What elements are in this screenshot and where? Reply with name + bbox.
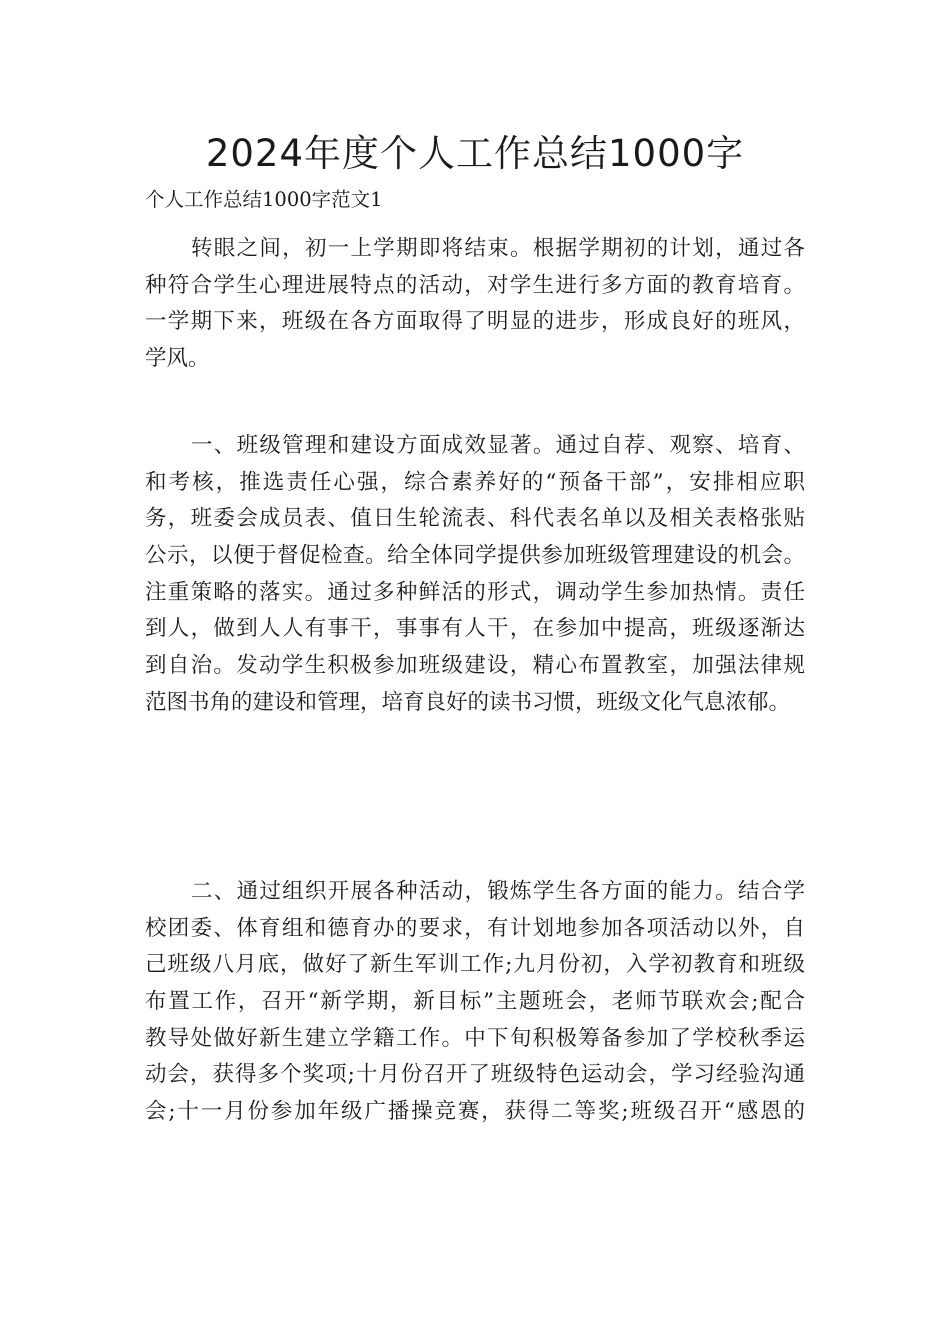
paragraph-line: 一学期下来，班级在各方面取得了明显的进步，形成良好的班风， [145,309,805,335]
paragraph-line: 公示，以便于督促检查。给全体同学提供参加班级管理建设的机会。 [145,543,805,569]
paragraph-line: 和考核，推选责任心强，综合素养好的“预备干部”，安排相应职 [145,469,805,495]
paragraph-line: 范图书角的建设和管理，培育良好的读书习惯，班级文化气息浓郁。 [145,689,791,715]
paragraph-line: 到自治。发动学生积极参加班级建设，精心布置教室，加强法律规 [145,653,805,679]
paragraph-line: 己班级八月底，做好了新生军训工作;九月份初，入学初教育和班级 [145,952,805,978]
paragraph-line: 布置工作，召开“新学期，新目标”主题班会，老师节联欢会;配合 [145,989,805,1015]
paragraph-line: 转眼之间，初一上学期即将结束。根据学期初的计划，通过各 [191,236,805,261]
paragraph-line: 注重策略的落实。通过多种鲜活的形式，调动学生参加热情。责任 [145,579,805,605]
document-title: 2024年度个人工作总结1000字 [205,132,745,175]
paragraph-1 [145,231,805,378]
paragraph-line: 动会，获得多个奖项;十月份召开了班级特色运动会，学习经验沟通 [145,1062,805,1088]
paragraph-line: 一、班级管理和建设方面成效显著。通过自荐、观察、培育、 [191,433,805,458]
paragraph-line: 二、通过组织开展各种活动，锻炼学生各方面的能力。结合学 [191,879,805,904]
paragraph-2 [145,428,805,722]
document-subtitle: 个人工作总结1000字范文1 [145,188,383,211]
paragraph-3 [145,874,805,1131]
paragraph-line: 校团委、体育组和德育办的要求，有计划地参加各项活动以外，自 [145,915,805,941]
paragraph-line: 会;十一月份参加年级广播操竞赛，获得二等奖;班级召开“感恩的 [145,1099,805,1125]
paragraph-line: 务，班委会成员表、值日生轮流表、科代表名单以及相关表格张贴 [145,506,805,532]
paragraph-line: 学风。 [145,346,210,372]
paragraph-line: 种符合学生心理进展特点的活动，对学生进行多方面的教育培育。 [145,272,805,298]
paragraph-line: 教导处做好新生建立学籍工作。中下旬积极筹备参加了学校秋季运 [145,1025,805,1051]
paragraph-line: 到人，做到人人有事干，事事有人干，在参加中提高，班级逐渐达 [145,616,805,642]
